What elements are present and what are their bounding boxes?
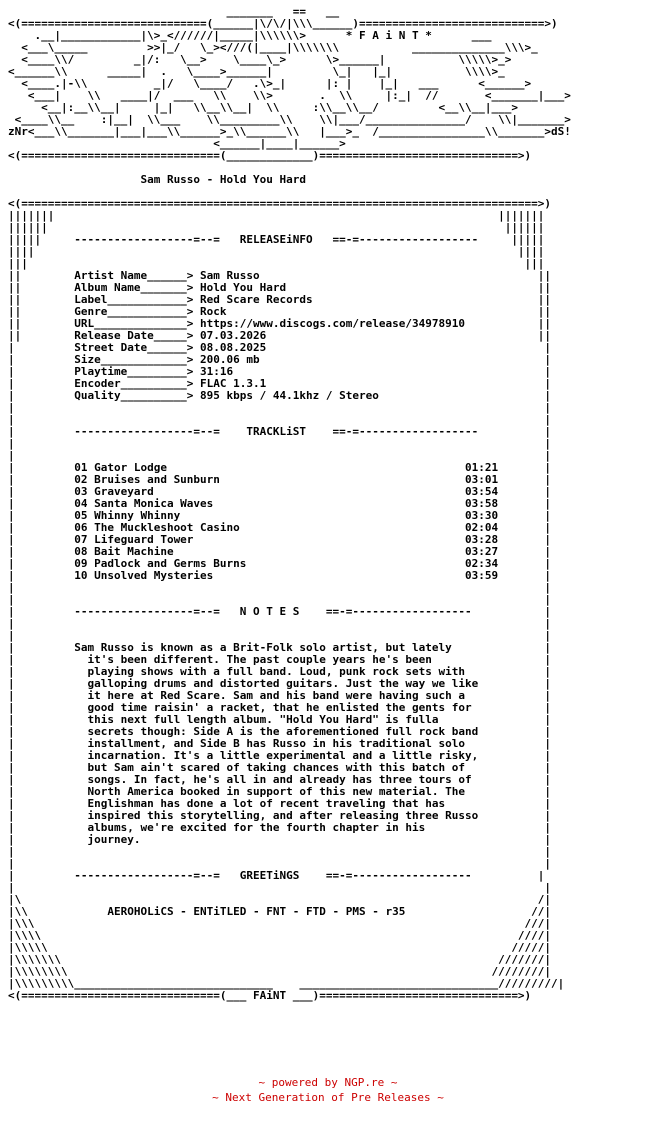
nfo-content: _______ == __ <(============================(______|\/\/|\\\______)============================>) .__|____________|\>_<//////|_____|\\\\\\> * F A i N T * ___ <___\_____ >>|_/ \_><///(|____|\\\\\\\ ______________\\\>_ <____\\/ _|/: \__> \____\_> \>______| \\\\\>_> <______\\ _____| . \____>______| \_| |_| \\\\>_ <____.|-\\ _|/ \____/ .\>_| |: | |_| ___ <______> <___| \\ ____|/ ___ \\ \\> . \\ |:_| // <_______|___> <__|:__\\__| |_| \\__\\__| \\ :\\__\\__/ <__\\__|___> <____\\__ :|__| \\___ \\_________\\ \\|___/_______________/ \\|_______> zNr<___\\_______|___|___\\______>_\\______\\ |___>_ /________________\\_______>dS! <______|____|______> <(==============================(_____________)==============================>) Sam Russo - Hold You Hard <(==============================================================================>) ||||||| ||||||| |||||| |||||| ||||| ------------------=--= RELEASEiNFO ==-=------------------ ||||| |||| |||| ||| ||| || Artist Name______> Sam Russo || || Album Name_______> Hold You Hard || || Label____________> Red Scare Records || || Genre____________> Rock || || URL______________> https://www.discogs.com/release/34978910 || || Release Date_____> 07.03.2026 || | Street Date______> 08.08.2025 | | Size_____________> 200.06 mb | | Playtime_________> 31:16 | | Encoder__________> FLAC 1.3.1 | | Quality__________> 895 kbps / 44.1khz / Stereo | | | | | | ------------------=--= TRACKLiST ==-=------------------ | | | | | | 01 Gator Lodge 01:21 | | 02 Bruises and Sunburn 03:01 | | 03 Graveyard 03:54 | | 04 Santa Monica Waves 03:58 | | 05 Whinny Whinny 03:30 | | 06 The Muckleshoot Casino 02:04 | | 07 Lifeguard Tower 03:28 | | 08 Bait Machine 03:27 | | 09 Padlock and Germs Burns 02:34 | | 10 Unsolved Mysteries 03:59 | | | | | | ------------------=--= N O T E S ==-=------------------ | | | | | | Sam Russo is known as a Brit-Folk solo artist, but lately | | it's been different. The past couple years he's been | | playing shows with a full band. Loud, punk rock sets with | | galloping drums and distorted guitars. Just the way we like | | it here at Red Scare. Sam and his band were having such a | | good time raisin' a racket, that he enlisted the gents for | | this next full length album. "Hold You Hard" is fulla | | secrets though: Side A is the aforementioned full rock band | | installment, and Side B has Russo in his traditional solo | | incarnation. It's a little experimental and a little risky, | | but Sam ain't scared of taking chances with this batch of | | songs. In fact, he's all in and already has three tours of | | North America booked in support of this new material. The | | Englishman has done a lot of recent traveling that has | | inspired this storytelling, and after releasing three Russo | | albums, we're excited for the fourth chapter in his | | journey. | | | | | | ------------------=--= GREETiNGS ==-=------------------ | | | |\ /| |\\ AEROHOLiCS - ENTiTLED - FNT - FTD - PMS - r35 //| |\\\ ///| |\\\\ ////| |\\\\\ /////| |\\\\\\\ ///////| |\\\\\\\\ ////////| |\\\\\\\\\______________________________ ______________________________/////////| <(==============================(___ FAiNT ___)==============================>) [8,5,571,1002]
powered-by-footer: ~ powered by NGP.re ~ [258,1076,398,1089]
tagline-footer: ~ Next Generation of Pre Releases ~ [212,1091,444,1104]
